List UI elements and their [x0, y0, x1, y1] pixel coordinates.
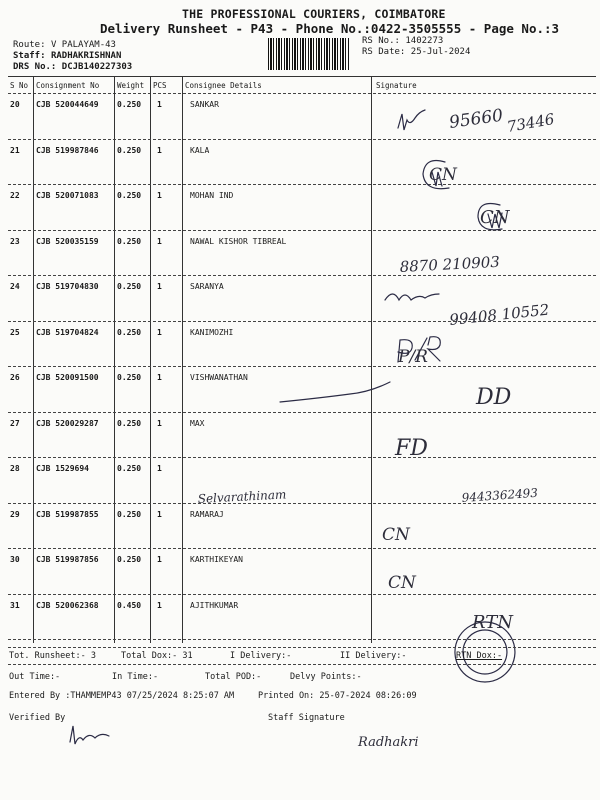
rs-date-value: 25-Jul-2024: [410, 47, 471, 57]
signature-text: 73446: [505, 109, 556, 136]
row-consignee: KANIMOZHI: [190, 327, 234, 337]
rs-no-value: 1402273: [405, 36, 444, 46]
printed-on: Printed On: 25-07-2024 08:26:09: [258, 691, 417, 701]
company-title: THE PROFESSIONAL COURIERS, COIMBATORE: [182, 7, 446, 21]
row-sno: 23: [10, 236, 20, 246]
row-weight: 0.250: [117, 464, 142, 473]
row-pcs: 1: [157, 418, 162, 428]
signature-text: 99408 10552: [448, 300, 551, 329]
ii-delivery: II Delivery:-: [340, 651, 407, 661]
row-sno: 20: [10, 100, 20, 109]
route-value: V PALAYAM-43: [50, 40, 116, 50]
runsheet-subtitle: Delivery Runsheet - P43 - Phone No.:0422-3505555 - Page No.:3: [100, 21, 560, 36]
signature-text: DD: [476, 385, 512, 410]
row-pcs: 1: [157, 145, 162, 155]
col-header-pcs: PCS: [153, 81, 167, 90]
signature-text: CN: [388, 573, 416, 593]
footer-divider: [8, 664, 596, 665]
staff-value: RADHAKRISHNAN: [50, 51, 122, 61]
signature-text: RTN: [472, 612, 513, 633]
verified-by-label: Verified By: [9, 713, 66, 723]
drs-line: DRS No.: DCJB140227303: [13, 62, 133, 72]
row-consignment-no: CJB 520044649: [36, 100, 99, 109]
row-weight: 0.250: [117, 100, 142, 109]
row-sno: 27: [10, 418, 20, 428]
rs-date-line: RS Date: 25-Jul-2024: [362, 47, 471, 57]
entered-by: Entered By :THAMMEMP43 07/25/2024 8:25:07 AM: [9, 691, 235, 701]
row-weight: 0.450: [117, 600, 142, 610]
out-time: Out Time:-: [9, 672, 61, 682]
signature-text: P/R: [398, 347, 428, 367]
row-pcs: 1: [157, 236, 162, 246]
col-header-consignment: Consignment No: [36, 81, 100, 90]
row-sno: 28: [10, 464, 20, 473]
row-consignment-no: CJB 520062368: [36, 600, 99, 610]
row-consignee: MOHAN IND: [190, 191, 234, 200]
row-consignment-no: CJB 520071083: [36, 191, 99, 200]
row-consignment-no: CJB 520029287: [36, 418, 99, 428]
drs-value: DCJB140227303: [61, 62, 133, 72]
row-consignment-no: CJB 520091500: [36, 373, 99, 382]
row-weight: 0.250: [117, 555, 142, 564]
row-consignment-no: CJB 520035159: [36, 236, 99, 246]
row-weight: 0.250: [117, 282, 142, 291]
total-pod: Total POD:-: [205, 672, 262, 682]
signature-text: 9443362493: [461, 485, 539, 505]
total-dox: Total Dox:- 31: [121, 651, 193, 661]
signature-text: FD: [395, 436, 428, 461]
row-sno: 31: [10, 600, 20, 610]
tot-runsheet: Tot. Runsheet:- 3: [9, 651, 96, 661]
row-consignee: RAMARAJ: [190, 509, 224, 519]
row-sno: 29: [10, 509, 20, 519]
row-weight: 0.250: [117, 509, 142, 519]
staff-line: Staff: RADHAKRISHNAN: [13, 51, 122, 61]
row-sno: 21: [10, 145, 20, 155]
row-consignee: MAX: [190, 418, 205, 428]
row-pcs: 1: [157, 327, 162, 337]
signature-text: 95660: [447, 105, 505, 133]
signature-text: Selvarathinam: [197, 487, 287, 506]
verified-signature: [70, 726, 109, 744]
in-time: In Time:-: [112, 672, 159, 682]
i-delivery: I Delivery:-: [230, 651, 292, 661]
col-header-sno: S No: [10, 81, 29, 90]
row-sno: 26: [10, 373, 20, 382]
row-weight: 0.250: [117, 236, 142, 246]
signature-text: CN: [382, 525, 410, 545]
row-pcs: 1: [157, 100, 162, 109]
signature-text: CN: [480, 207, 510, 228]
signature-text: 8870 210903: [399, 252, 501, 276]
scribble-signature-row20: [398, 110, 425, 130]
col-header-signature: Signature: [376, 81, 417, 90]
signature-text: Radhakri: [358, 735, 419, 750]
route-line: Route: V PALAYAM-43: [13, 40, 116, 50]
row-weight: 0.250: [117, 373, 142, 382]
row-consignee: KARTHIKEYAN: [190, 555, 243, 564]
row-consignment-no: CJB 519987855: [36, 509, 99, 519]
row-consignee: SARANYA: [190, 282, 224, 291]
row-consignment-no: CJB 519704824: [36, 327, 99, 337]
row-consignment-no: CJB 519987856: [36, 555, 99, 564]
row-pcs: 1: [157, 555, 162, 564]
staff-signature-label: Staff Signature: [268, 713, 345, 723]
row-consignment-no: CJB 1529694: [36, 464, 89, 473]
scribble-row24: [385, 294, 439, 300]
row-weight: 0.250: [117, 418, 142, 428]
row-sno: 25: [10, 327, 20, 337]
row-consignment-no: CJB 519704830: [36, 282, 99, 291]
row-pcs: 1: [157, 464, 162, 473]
row-pcs: 1: [157, 373, 162, 382]
row-sno: 22: [10, 191, 20, 200]
row-consignee: VISHWANATHAN: [190, 373, 248, 382]
rtn-dox: RTN Dox:-: [456, 651, 503, 661]
row-pcs: 1: [157, 191, 162, 200]
row-consignee: KALA: [190, 145, 210, 155]
footer-divider: [8, 647, 596, 648]
row-consignee: AJITHKUMAR: [190, 600, 239, 610]
row-weight: 0.250: [117, 327, 142, 337]
rs-no-line: RS No.: 1402273: [362, 36, 444, 46]
row-sno: 30: [10, 555, 20, 564]
delvy-points: Delvy Points:-: [290, 672, 362, 682]
row-weight: 0.250: [117, 145, 142, 155]
strike-row26: [280, 382, 390, 402]
row-pcs: 1: [157, 282, 162, 291]
col-header-consignee: Consignee Details: [185, 81, 262, 90]
row-weight: 0.250: [117, 191, 142, 200]
row-consignment-no: CJB 519987846: [36, 145, 99, 155]
row-pcs: 1: [157, 600, 162, 610]
row-sno: 24: [10, 282, 20, 291]
col-header-weight: Weight: [117, 81, 145, 90]
signature-text: CN: [429, 165, 457, 185]
row-consignee: NAWAL KISHOR TIBREAL: [190, 236, 287, 246]
row-pcs: 1: [157, 509, 162, 519]
row-consignee: SANKAR: [190, 100, 219, 109]
